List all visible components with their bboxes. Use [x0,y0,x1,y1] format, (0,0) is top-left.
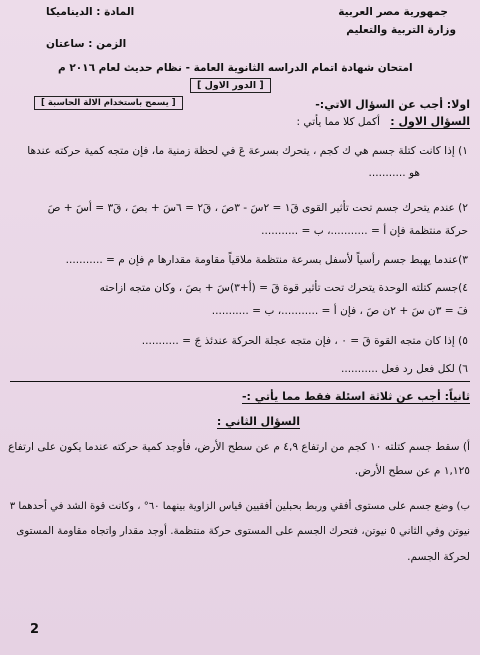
calculator-note: [ يسمح باستخدام الالة الحاسبة ] [34,96,183,110]
ministry-label: وزارة التربية والتعليم [346,24,456,36]
country-label: جمهورية مصر العربية [338,6,448,18]
q2-b-line2: نيوتن وفي الثاني ٥ نيوتن، فتحرك الجسم على المستوى حركة منتظمة. أوجد مقدار واتجاه مقاومة المستوى [16,525,470,537]
q2-a-line2: ١,١٢٥ م عن سطح الأرض. [354,465,470,477]
q2-b-line3: لحركة الجسم. [407,551,470,563]
exam-title: امتحان شهادة اتمام الدراسه الثانوية العامة - نظام حديث لعام ٢٠١٦ م [58,62,413,74]
subject-label: المادة : الديناميكا [46,6,135,18]
round-box: [ الدور الاول ] [190,78,271,93]
time-label: الزمن : ساعتان [46,38,127,50]
item-4: ٤)جسم كتلته الوحدة يتحرك تحت تأثير قوة قَ = (أ+٣)سَ + بصَ ، وكان متجه ازاحته [99,282,468,294]
question1-title: السؤال الاول : [390,115,470,128]
section-divider [10,381,470,382]
item-4-cont: فَ = ٣ن سَ + ٢ن صَ ، فإن أ = ...........، ب = ........... [211,305,468,317]
item-3: ٣)عندما يهبط جسم رأسياً لأسفل بسرعة منتظمة ملاقياً مقاومة مقدارها م فإن م = ........... [65,254,468,266]
item-2: ٢) عندم يتحرك جسم تحت تأثير القوى قَ١ = ٢سَ - ٣صَ ، قَ٢ = ٦سَ + بصَ ، قَ٣ = أسَ + صَ [47,202,468,214]
item-6: ٦) لكل فعل رد فعل ........... [340,363,468,375]
item-1-cont: هو ........... [368,167,420,179]
item-2-cont: حركة منتظمة فإن أ = ...........، ب = ........... [261,225,468,237]
part2-heading: ثانياً: أجب عن ثلاثة اسئلة فقط مما يأتي :- [241,390,470,403]
q2-b-line1: ب) وضع جسم على مستوى أفقي وربط بحبلين أفقيين قياس الزاوية بينهما ٦٠° ، وكانت قوة الشد في أحدهما ٣ [9,501,470,512]
q2-a-line1: أ) سقط جسم كتلته ١٠ كجم من ارتفاع ٤,٩ م عن سطح الأرض، فأوجد كمية حركته عندما يكون على ارتفاع [8,441,470,453]
question2-title: السؤال الثاني : [216,415,300,428]
item-1: ١) إذا كانت كتلة جسم هي ك كجم ، يتحرك بسرعة عَ في لحظة زمنية ما، فإن متجه كمية حركته عندها [27,145,468,157]
page-number: 2 [30,622,40,637]
item-5: ٥) إذا كان متجه القوة قَ = ٠ ، فإن متجه عجلة الحركة عندئذ جَ = ........... [141,335,468,347]
part1-heading: اولا: أجب عن السؤال الاتي:- [315,98,470,111]
question1-instruction: أكمل كلا مما يأتي : [296,116,380,128]
